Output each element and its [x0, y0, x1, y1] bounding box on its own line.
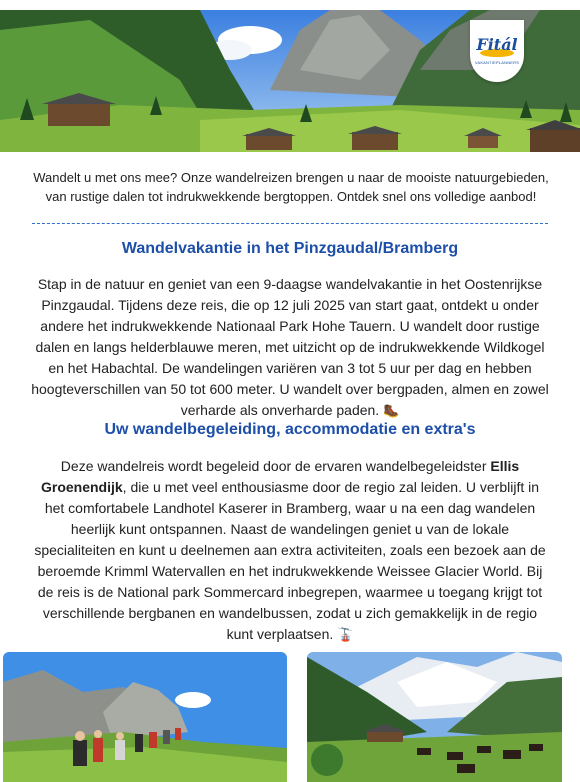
dashed-divider	[32, 223, 548, 224]
fital-logo[interactable]	[470, 20, 524, 82]
intro-text: Wandelt u met ons mee? Onze wandelreizen brengen u naar de mooiste natuurgebieden, van rustige dalen tot indrukwekkende bergtoppen. Ontdek snel ons volledige aanbod!	[33, 170, 549, 204]
hikers-illustration	[3, 652, 287, 782]
section-title-pinzgaudal: Wandelvakantie in het Pinzgaudal/Bramberg	[121, 240, 459, 257]
section1-body-text: Stap in de natuur en geniet van een 9-daagse wandelvakantie in het Oostenrijkse Pinzgaudal. Tijdens deze reis, die op 12 juli 2025 van start gaat, ontdekt u onder andere het indrukwekkende Nationaal Park Hohe Tauern. U wandelt door rustige dalen en langs helderblauwe meren, met uitzicht op de indrukwekkende Wildkogel en het Habachtal. De wandelingen variëren van 3 tot 5 uur per dag en hebben hoogteverschillen van 50 tot 600 meter. U wandelt over bergpaden, almen en zowel verharde als onverharde paden.	[31, 276, 549, 418]
section-title-guidance: Uw wandelbegeleiding, accommodatie en extra's	[104, 421, 476, 438]
hikers-photo[interactable]	[3, 652, 287, 782]
section-body-guidance	[30, 456, 550, 646]
hiking-boot-icon: 🥾	[383, 404, 400, 419]
cows-valley-illustration	[307, 652, 562, 782]
logo-wordmark: Fitál	[476, 35, 518, 54]
section2-body-start: Deze wandelreis wordt begeleid door de ervaren wandelbegeleidster	[60, 458, 491, 474]
guide-name: Ellis Groenendijk	[40, 458, 520, 495]
cable-car-icon: 🚡	[337, 628, 354, 643]
cows-valley-photo[interactable]	[307, 652, 562, 782]
logo-tagline: VAKANTIEPLANNERS	[474, 60, 520, 65]
hero-image	[0, 10, 580, 152]
section-body-pinzgaudal	[30, 274, 550, 422]
section2-body-end: , die u met veel enthousiasme door de regio zal leiden. U verblijft in het comfortabele Landhotel Kaserer in Bramberg, waar u na een dag wandelen heerlijk kunt ontspannen. Naast de wandelingen geniet u van de lokale specialiteiten en kunt u deelnemen aan extra activiteiten, zoals een bezoek aan de beroemde Krimml Watervallen en het indrukwekkende Weissee Glacier World. Bij de reis is de National park Sommercard inbegrepen, waarmee u toegang krijgt tot verschillende bergbanen en wandelbussen, zodat u zich gemakkelijk in de regio kunt verplaatsen.	[34, 479, 546, 642]
